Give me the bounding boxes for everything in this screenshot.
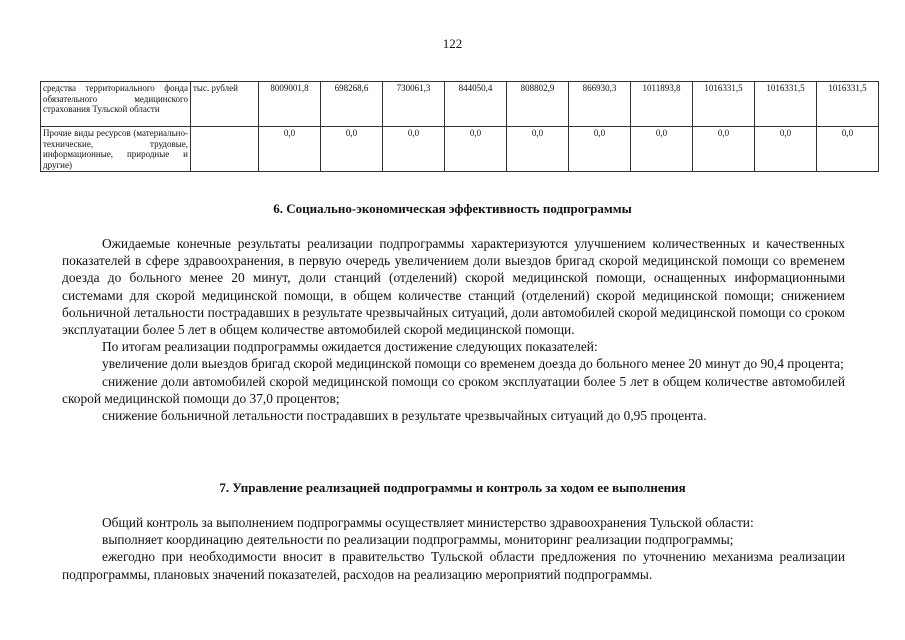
paragraph: снижение больничной летальности пострадавших в результате чрезвычайных ситуаций до 0,95 процента. bbox=[102, 408, 707, 424]
table-cell: 0,0 bbox=[693, 127, 755, 172]
section-6-body bbox=[62, 235, 845, 424]
paragraph: Ожидаемые конечные результаты реализации подпрограммы характеризуются улучшением количественных и качественных показателей в сфере здравоохранения, в первую очередь увеличением доли выездов бригад скорой медицинской помощи со временем доезда до больного менее 20 минут, доли станций (отделений) скорой медицинской помощи, оснащенных информационными системами для скорой медицинской помощи, в общем количестве станций (отделений) скорой медицинской помощи; снижением больничной летальности пострадавших в результате чрезвычайных ситуаций, доли автомобилей скорой медицинской помощи со сроком эксплуатации более 5 лет в общем количестве автомобилей скорой медицинской помощи. bbox=[62, 236, 845, 338]
table-cell: 0,0 bbox=[259, 127, 321, 172]
table-cell: 0,0 bbox=[817, 127, 879, 172]
row-unit bbox=[191, 127, 259, 172]
paragraph: По итогам реализации подпрограммы ожидается достижение следующих показателей: bbox=[102, 339, 598, 355]
table-cell: 698268,6 bbox=[321, 82, 383, 127]
paragraph: ежегодно при необходимости вносит в правительство Тульской области предложения по уточнению механизма реализации подпрограммы, плановых значений показателей, расходов на реализацию мероприятий подпрограммы. bbox=[62, 549, 845, 582]
paragraph: снижение доли автомобилей скорой медицинской помощи со сроком эксплуатации более 5 лет в общем количестве автомобилей скорой медицинской помощи до 37,0 процентов; bbox=[62, 373, 845, 406]
table-cell: 808802,9 bbox=[507, 82, 569, 127]
paragraph: увеличение доли выездов бригад скорой медицинской помощи со временем доезда до больного менее 20 минут до 90,4 процента; bbox=[102, 356, 844, 372]
table-cell: 0,0 bbox=[755, 127, 817, 172]
paragraph: выполняет координацию деятельности по реализации подпрограммы, мониторинг реализации подпрограммы; bbox=[102, 532, 734, 548]
table-cell: 0,0 bbox=[321, 127, 383, 172]
table-row bbox=[41, 82, 879, 127]
page-number: 122 bbox=[442, 36, 463, 51]
row-label: средства территориального фонда обязательного медицинского страхования Тульской области bbox=[41, 82, 191, 127]
table-cell: 866930,3 bbox=[569, 82, 631, 127]
table-cell: 0,0 bbox=[383, 127, 445, 172]
table-cell: 1011893,8 bbox=[631, 82, 693, 127]
row-label: Прочие виды ресурсов (материально-технические, трудовые, информационные, природные и другие) bbox=[41, 127, 191, 172]
table-cell: 1016331,5 bbox=[817, 82, 879, 127]
table-cell: 1016331,5 bbox=[693, 82, 755, 127]
section-6-title: 6. Социально-экономическая эффективность подпрограммы bbox=[273, 201, 632, 216]
resource-table bbox=[40, 81, 879, 172]
paragraph: Общий контроль за выполнением подпрограммы осуществляет министерство здравоохранения Тульской области: bbox=[102, 515, 754, 530]
table-cell: 730061,3 bbox=[383, 82, 445, 127]
section-7-title: 7. Управление реализацией подпрограммы и контроль за ходом ее выполнения bbox=[219, 480, 686, 495]
table-cell: 8009001,8 bbox=[259, 82, 321, 127]
table-row bbox=[41, 127, 879, 172]
section-7-body bbox=[62, 514, 845, 583]
table-cell: 0,0 bbox=[569, 127, 631, 172]
row-unit: тыс. рублей bbox=[191, 82, 259, 127]
table-cell: 0,0 bbox=[507, 127, 569, 172]
table-cell: 0,0 bbox=[445, 127, 507, 172]
table-cell: 1016331,5 bbox=[755, 82, 817, 127]
table-cell: 0,0 bbox=[631, 127, 693, 172]
table-cell: 844050,4 bbox=[445, 82, 507, 127]
